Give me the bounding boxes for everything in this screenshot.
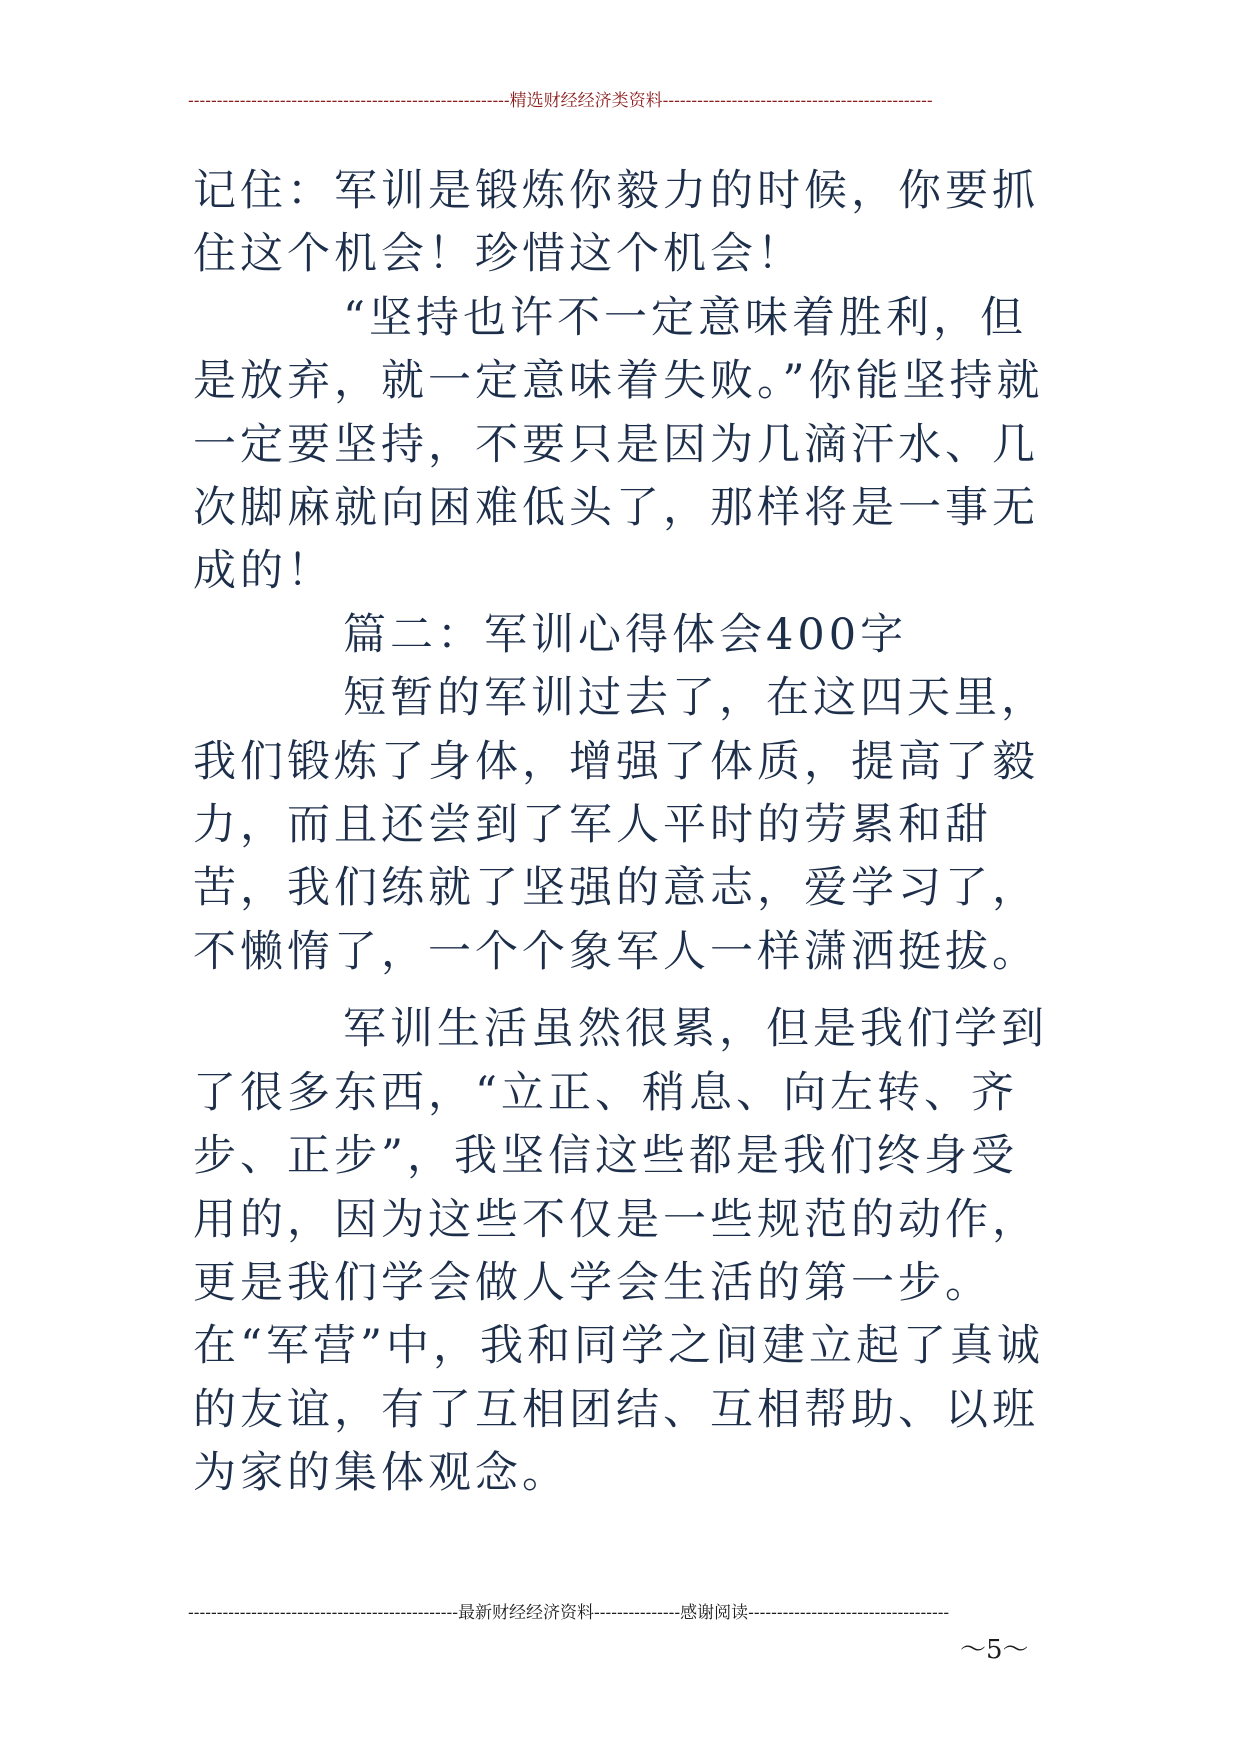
paragraph-4: 军训生活虽然很累，但是我们学到了很多东西，“立正、稍息、向左转、齐步、正步”，我坚信这些都是我们终身受用的，因为这些不仅是一些规范的动作，更是我们学会做人学会生活的第一步。在“军营”中，我和同学之间建立起了真诚的友谊，有了互相团结、互相帮助、以班为家的集体观念。 [193, 1004, 1048, 1499]
section-heading: 篇二：军训心得体会400字 [343, 609, 908, 660]
paragraph-1: 记住：军训是锻炼你毅力的时候，你要抓住这个机会！珍惜这个机会！ [193, 166, 1039, 280]
page-number: ～5～ [960, 1635, 1029, 1665]
page-header: --------------------------------------------------------精选财经经济类资料----------------------------------------------- [188, 91, 933, 111]
paragraph-2: “坚持也许不一定意味着胜利，但是放弃，就一定意味着失败。”你能坚持就一定要坚持，不要只是因为几滴汗水、几次脚麻就向困难低头了，那样将是一事无成的！ [193, 292, 1044, 597]
page-footer: -----------------------------------------------最新财经经济资料---------------感谢阅读----------------------------------- [188, 1603, 950, 1623]
paragraph-3: 短暂的军训过去了，在这四天里，我们锻炼了身体，增强了体质，提高了毅力，而且还尝到了军人平时的劳累和甜苦，我们练就了坚强的意志，爱学习了，不懒惰了，一个个象军人一样潇洒挺拔。 [193, 673, 1048, 977]
document-body [193, 160, 1053, 1506]
